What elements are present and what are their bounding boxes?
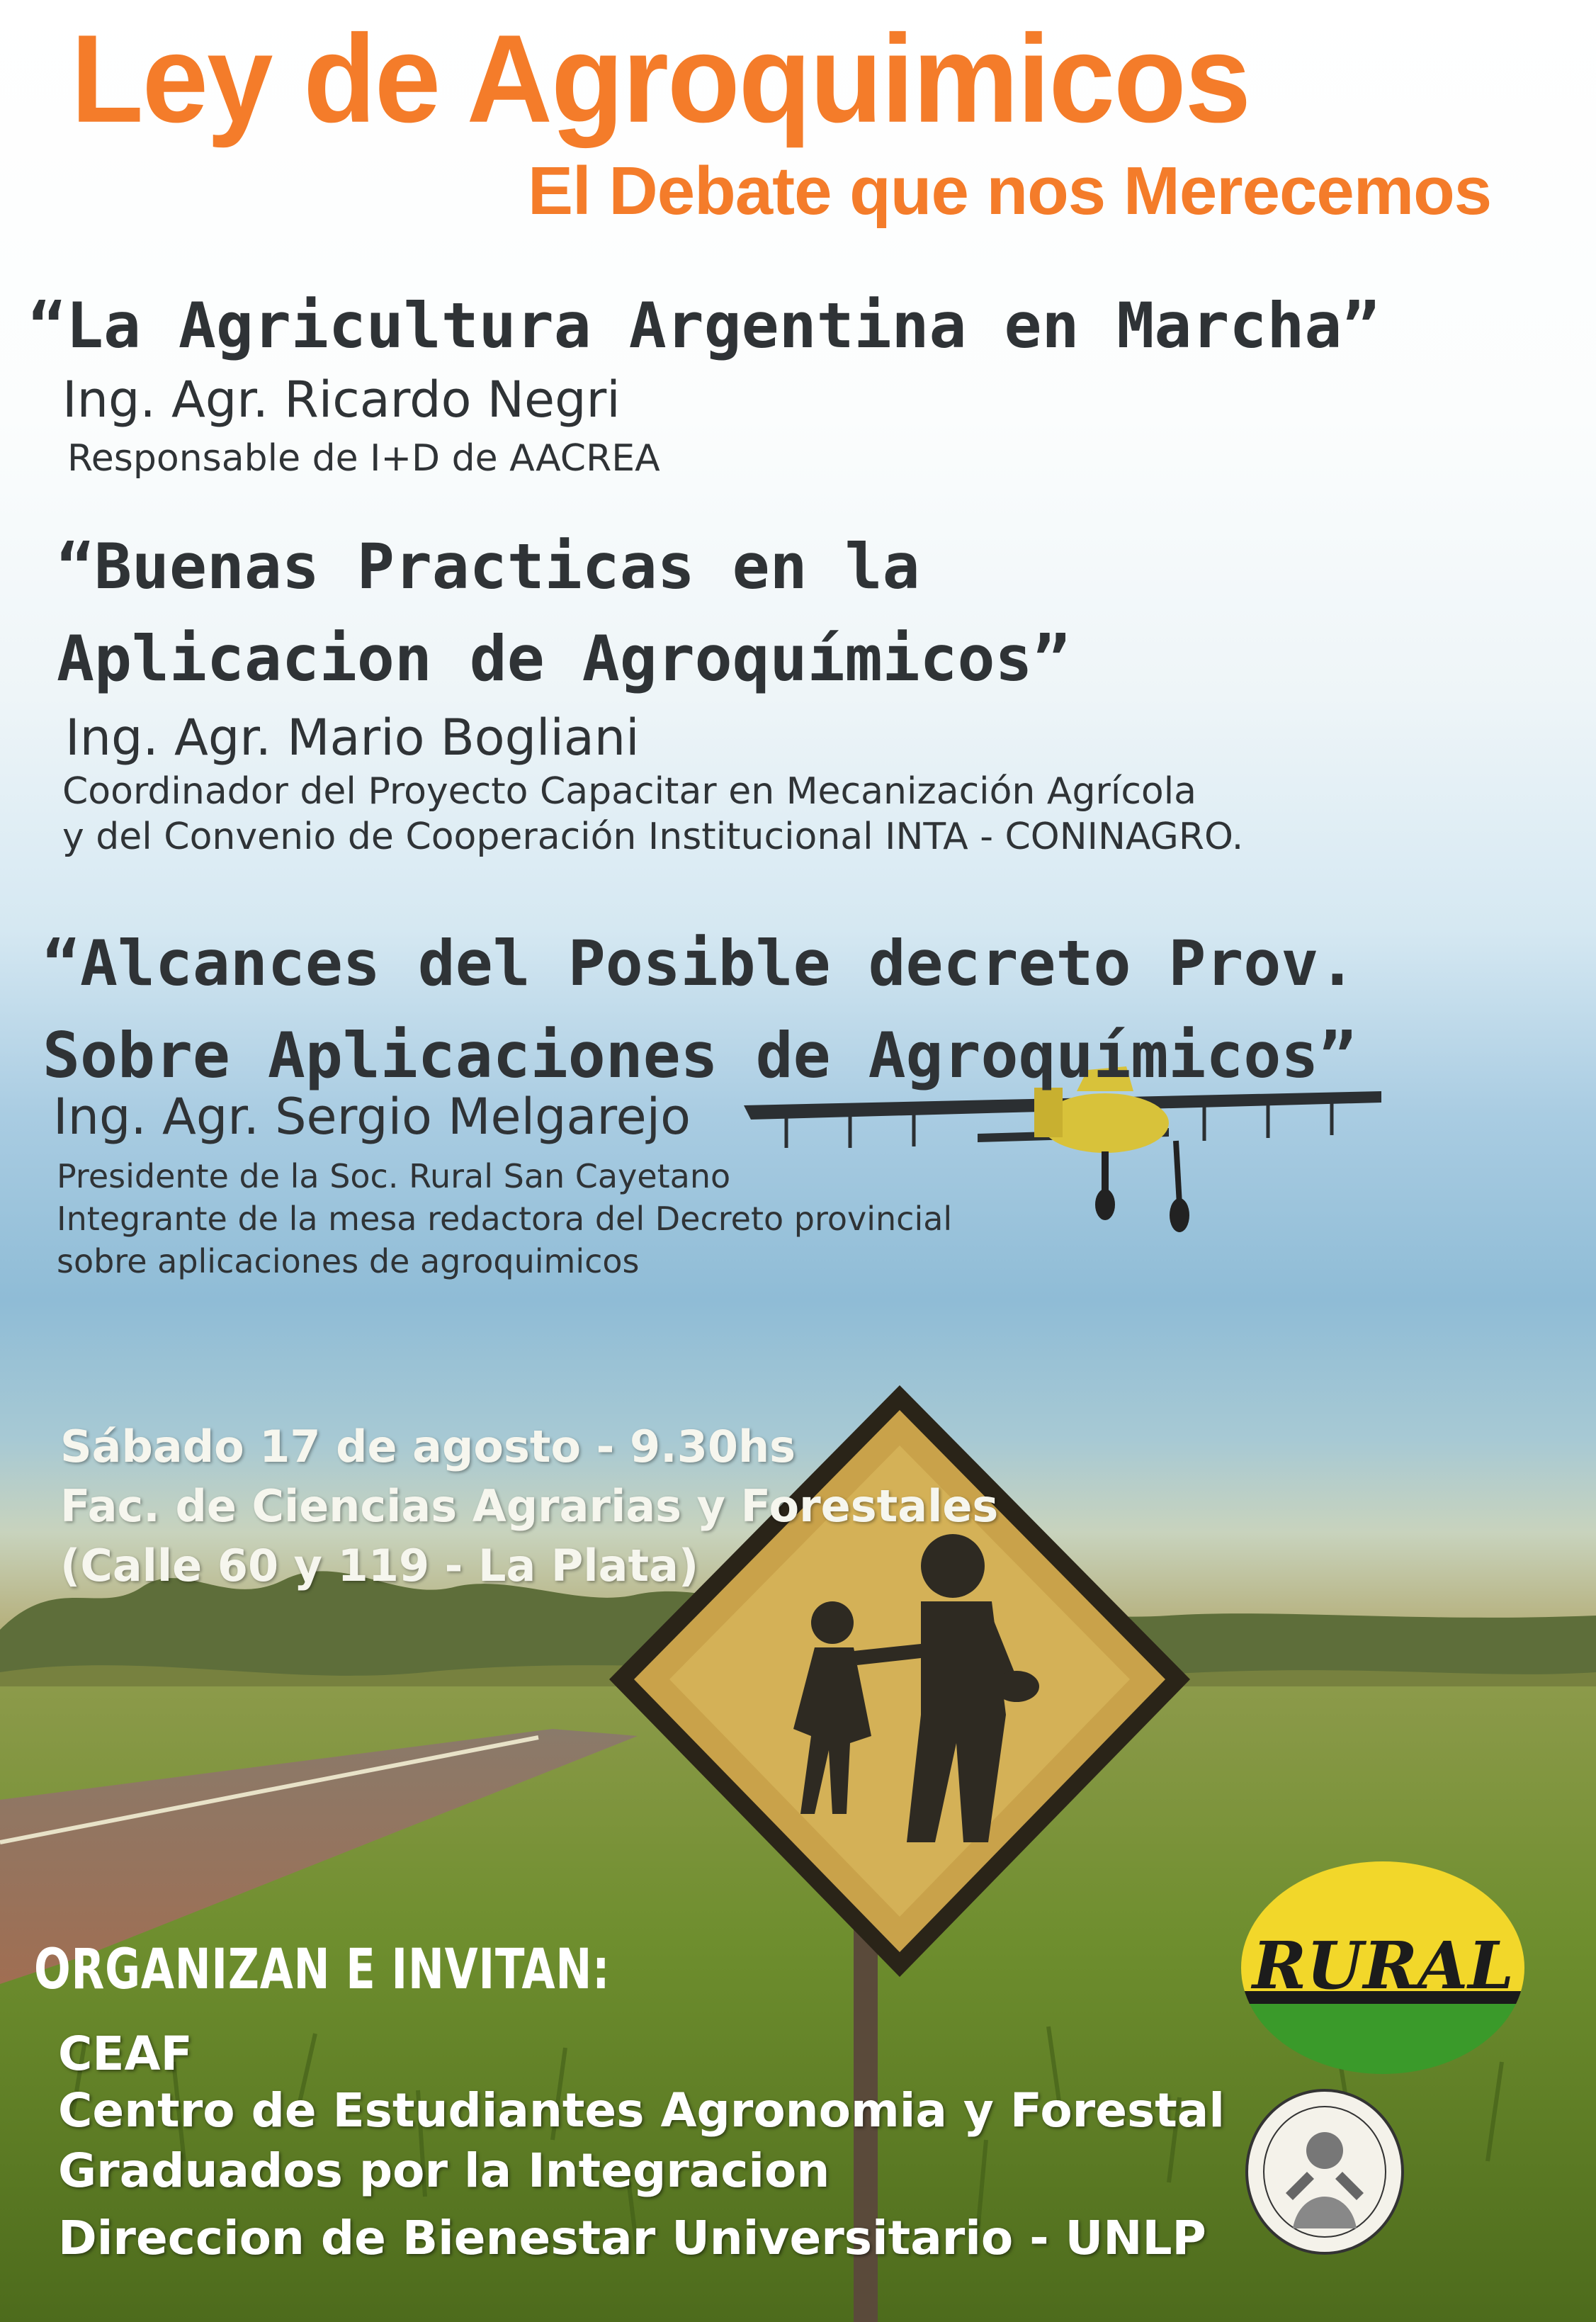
organizer-item: Direccion de Bienestar Universitario - UNLP [58,2211,1206,2265]
organizer-item: Centro de Estudiantes Agronomia y Forestal [58,2083,1225,2138]
talk-2-speaker: Ing. Agr. Mario Bogliani [65,709,640,767]
talk-2-role-line: y del Convenio de Cooperación Institucional INTA - CONINAGRO. [62,816,1244,858]
talk-1-speaker: Ing. Agr. Ricardo Negri [62,371,621,429]
organizer-item: Graduados por la Integracion [58,2143,830,2198]
talk-3-role [57,1155,952,1283]
rural-logo-text: RURAL [1252,1927,1515,2004]
rural-logo [1240,1860,1527,2076]
talk-3-title-line: Sobre Aplicaciones de Agroquímicos” [43,1019,1357,1092]
talk-3-role-line: sobre aplicaciones de agroquimicos [57,1242,640,1280]
talk-2-role [62,769,1243,860]
event-address: (Calle 60 y 119 - La Plata) [60,1540,699,1591]
talk-2-title-line: “Buenas Practicas en la [57,530,920,603]
talk-3-role-line: Presidente de la Soc. Rural San Cayetano [57,1157,731,1195]
event-details [60,1417,998,1596]
poster-title: Ley de Agroquimicos [71,9,1250,149]
talk-2-title-line: Aplicacion de Agroquímicos” [57,622,1070,695]
poster-subtitle: El Debate que nos Merecemos [528,153,1492,229]
organizer-item: CEAF [58,2027,193,2081]
talk-3-role-line: Integrante de la mesa redactora del Decreto provincial [57,1200,953,1238]
talk-3-speaker: Ing. Agr. Sergio Melgarejo [53,1088,691,1146]
event-date-time: Sábado 17 de agosto - 9.30hs [60,1421,796,1472]
talk-3-title-line: “Alcances del Posible decreto Prov. [43,927,1357,1000]
talk-3-title [43,918,1356,1102]
organizers-heading: ORGANIZAN E INVITAN: [34,1938,611,2002]
talk-2-title [57,521,1070,705]
unlp-seal-logo [1243,2087,1406,2257]
talk-1-title [28,280,1379,372]
event-venue: Fac. de Ciencias Agrarias y Forestales [60,1480,999,1532]
talk-1-role: Responsable de I+D de AACREA [67,437,660,480]
talk-1-title-line: “La Agricultura Argentina en Marcha” [28,289,1380,362]
talk-2-role-line: Coordinador del Proyecto Capacitar en Mecanización Agrícola [62,770,1197,813]
